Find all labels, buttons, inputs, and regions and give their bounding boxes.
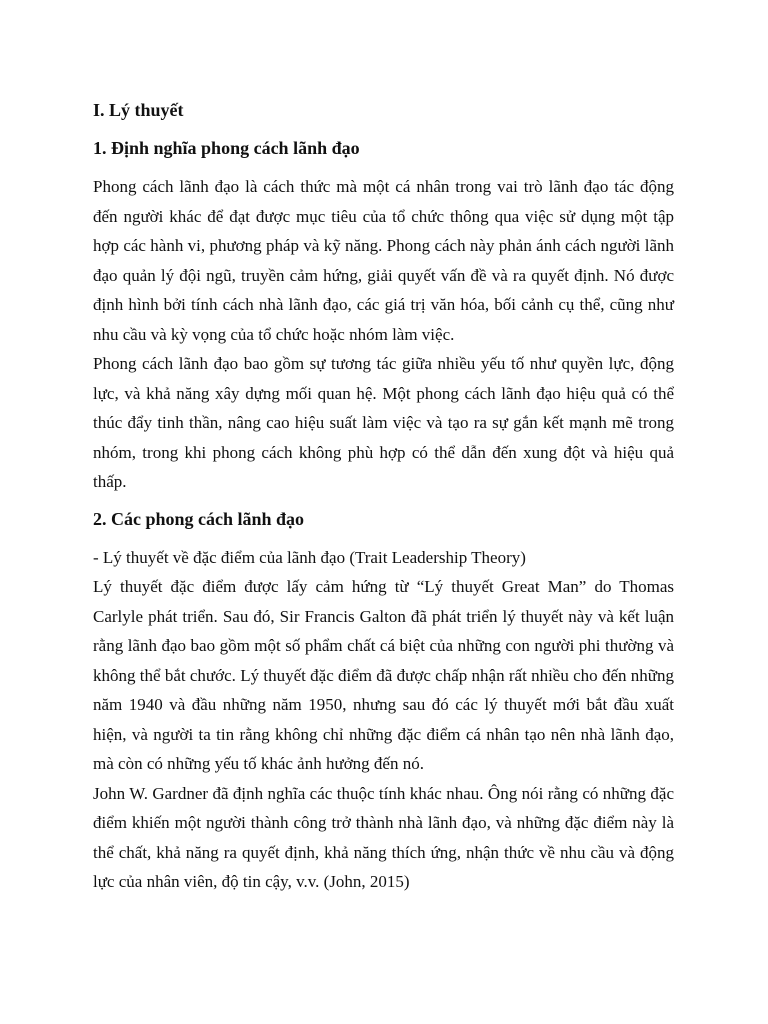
heading-leadership-styles: 2. Các phong cách lãnh đạo bbox=[93, 508, 305, 529]
paragraph-definition-1: Phong cách lãnh đạo là cách thức mà một cá nhân trong vai trò lãnh đạo tác động đến người khác để đạt được mục tiêu của tổ chức thông qua việc sử dụng một tập hợp các hành vi, phương pháp và kỹ năng. Phong cách này phản ánh cách người lãnh đạo quản lý đội ngũ, truyền cảm hứng, giải quyết vấn đề và ra quyết định. Nó được định hình bởi tính cách nhà lãnh đạo, các giá trị văn hóa, bối cảnh cụ thể, cũng như nhu cầu và kỳ vọng của tổ chức hoặc nhóm làm việc. bbox=[93, 177, 674, 344]
heading-theory: I. Lý thuyết bbox=[93, 100, 184, 120]
bullet-trait-theory: - Lý thuyết về đặc điểm của lãnh đạo (Trait Leadership Theory) bbox=[93, 547, 526, 567]
document-page bbox=[93, 96, 674, 897]
paragraph-trait-theory-1: Lý thuyết đặc điểm được lấy cảm hứng từ “Lý thuyết Great Man” do Thomas Carlyle phát triển. Sau đó, Sir Francis Galton đã phát triển lý thuyết này và kết luận rằng lãnh đạo bao gồm một số phẩm chất cá biệt của những con người phi thường và không thể bắt chước. Lý thuyết đặc điểm đã được chấp nhận rất nhiều cho đến những năm 1940 và đầu những năm 1950, nhưng sau đó các lý thuyết mới bắt đầu xuất hiện, và người ta tin rằng không chỉ những đặc điểm cá nhân tạo nên nhà lãnh đạo, mà còn có những yếu tố khác ảnh hưởng đến nó. bbox=[93, 577, 674, 773]
paragraph-trait-theory-2: John W. Gardner đã định nghĩa các thuộc tính khác nhau. Ông nói rằng có những đặc điểm khiến một người thành công trở thành nhà lãnh đạo, và những đặc điểm này là thể chất, khả năng ra quyết định, khả năng thích ứng, nhận thức về nhu cầu và động lực của nhân viên, độ tin cậy, v.v. (John, 2015) bbox=[93, 783, 674, 891]
heading-definition: 1. Định nghĩa phong cách lãnh đạo bbox=[93, 138, 360, 158]
paragraph-definition-2: Phong cách lãnh đạo bao gồm sự tương tác giữa nhiều yếu tố như quyền lực, động lực, và khả năng xây dựng mối quan hệ. Một phong cách lãnh đạo hiệu quả có thể thúc đẩy tinh thần, nâng cao hiệu suất làm việc và tạo ra sự gắn kết mạnh mẽ trong nhóm, trong khi phong cách không phù hợp có thể dẫn đến xung đột và hiệu quả thấp. bbox=[93, 354, 674, 491]
